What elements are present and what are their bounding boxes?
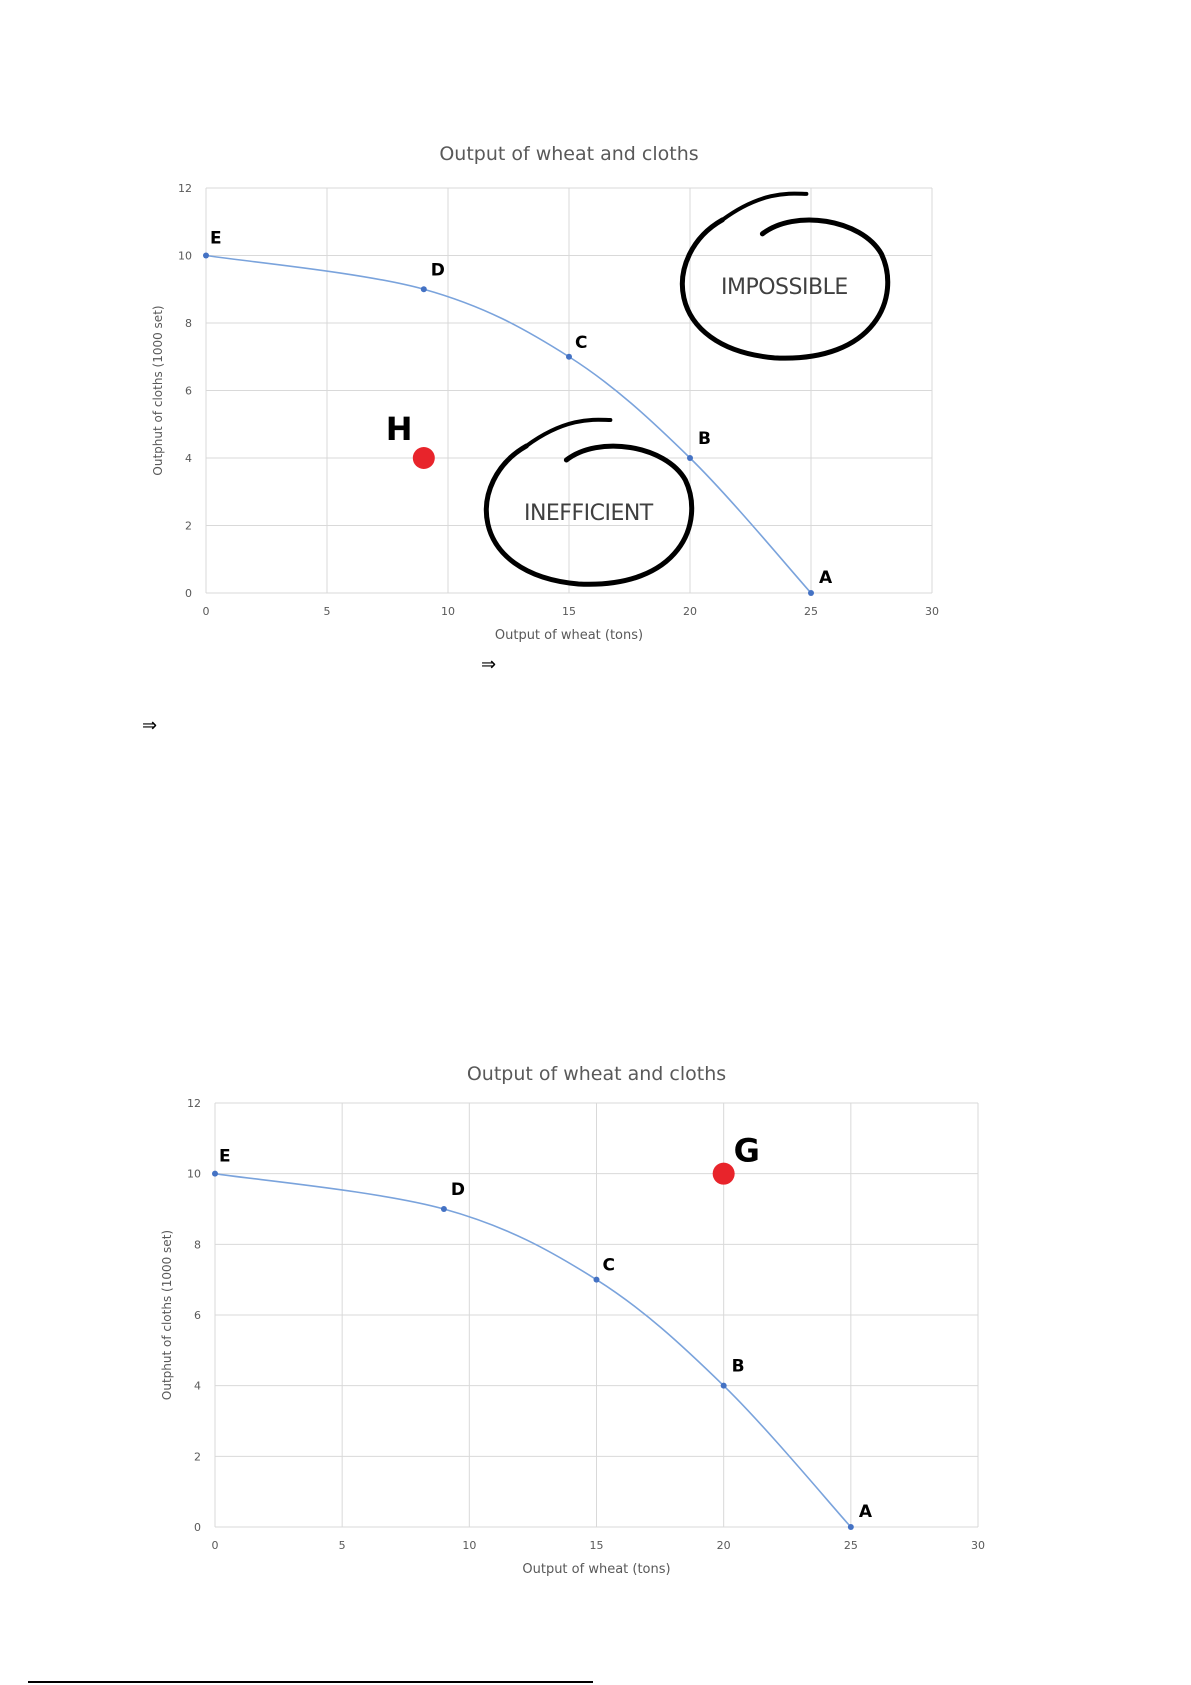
x-tick-label: 25 <box>843 1539 858 1552</box>
x-tick-label: 5 <box>323 605 331 618</box>
point-a <box>848 1524 854 1530</box>
x-axis-label: Output of wheat (tons) <box>522 1562 671 1577</box>
point-label-e: E <box>210 228 222 249</box>
point-label-g: G <box>733 1131 760 1170</box>
impossible-circle-tail <box>722 194 806 220</box>
chart-1 <box>0 130 1000 650</box>
y-tick-label: 8 <box>185 317 192 330</box>
point-label-c: C <box>602 1255 615 1276</box>
x-tick-label: 15 <box>589 1539 604 1552</box>
impossible-label: IMPOSSIBLE <box>721 274 848 300</box>
y-tick-label: 12 <box>187 1097 201 1110</box>
point-b <box>687 455 693 461</box>
y-tick-label: 2 <box>185 519 192 533</box>
x-tick-label: 30 <box>925 605 939 618</box>
x-tick-label: 5 <box>338 1539 346 1552</box>
point-label-a: A <box>819 568 833 588</box>
point-label-b: B <box>731 1356 745 1377</box>
footer-rule <box>28 1681 593 1683</box>
inefficient-label: INEFFICIENT <box>523 501 653 526</box>
x-tick-label: 0 <box>202 605 210 618</box>
y-tick-label: 12 <box>178 182 192 195</box>
point-c <box>566 354 572 360</box>
chart-title: Output of wheat and cloths <box>466 1063 727 1085</box>
chart-title: Output of wheat and cloths <box>439 143 699 165</box>
x-tick-label: 25 <box>804 605 818 618</box>
point-h <box>413 447 435 469</box>
chart-2 <box>0 1050 1030 1610</box>
ppf-curve <box>215 1174 851 1527</box>
y-tick-label: 10 <box>187 1167 201 1181</box>
point-c <box>594 1277 600 1283</box>
y-axis-label: Outphut of cloths (1000 set) <box>151 305 165 476</box>
inefficient-circle-tail <box>526 420 610 446</box>
x-tick-label: 0 <box>211 1539 219 1552</box>
y-tick-label: 6 <box>194 1309 201 1322</box>
point-e <box>203 253 209 259</box>
point-label-c: C <box>575 332 588 353</box>
point-label-h: H <box>385 410 413 448</box>
x-tick-label: 20 <box>716 1539 731 1552</box>
point-label-d: D <box>430 260 445 281</box>
point-label-d: D <box>450 1180 466 1200</box>
x-tick-label: 10 <box>441 605 455 618</box>
x-tick-label: 30 <box>971 1539 985 1552</box>
x-tick-label: 15 <box>562 605 576 618</box>
y-tick-label: 4 <box>194 1379 201 1393</box>
point-e <box>212 1171 218 1177</box>
y-tick-label: 4 <box>185 452 192 465</box>
point-b <box>721 1383 727 1389</box>
implication-arrow-2: ⇒ <box>142 715 158 736</box>
point-label-e: E <box>219 1146 231 1167</box>
point-label-b: B <box>698 429 711 449</box>
x-axis-label: Output of wheat (tons) <box>494 628 644 643</box>
y-axis-label: Outphut of cloths (1000 set) <box>160 1229 174 1401</box>
x-tick-label: 10 <box>462 1539 477 1552</box>
y-tick-label: 6 <box>185 384 192 398</box>
y-tick-label: 8 <box>194 1238 201 1252</box>
y-tick-label: 2 <box>194 1450 201 1464</box>
point-g <box>713 1163 735 1185</box>
y-tick-label: 0 <box>185 587 192 600</box>
implication-arrow-1: ⇒ <box>481 654 497 675</box>
y-tick-label: 0 <box>194 1521 201 1534</box>
x-tick-label: 20 <box>683 605 697 618</box>
point-label-a: A <box>858 1502 873 1522</box>
ppf-curve <box>206 256 811 594</box>
point-d <box>441 1206 447 1212</box>
y-tick-label: 10 <box>178 249 192 263</box>
point-d <box>421 286 427 292</box>
point-a <box>808 590 814 596</box>
